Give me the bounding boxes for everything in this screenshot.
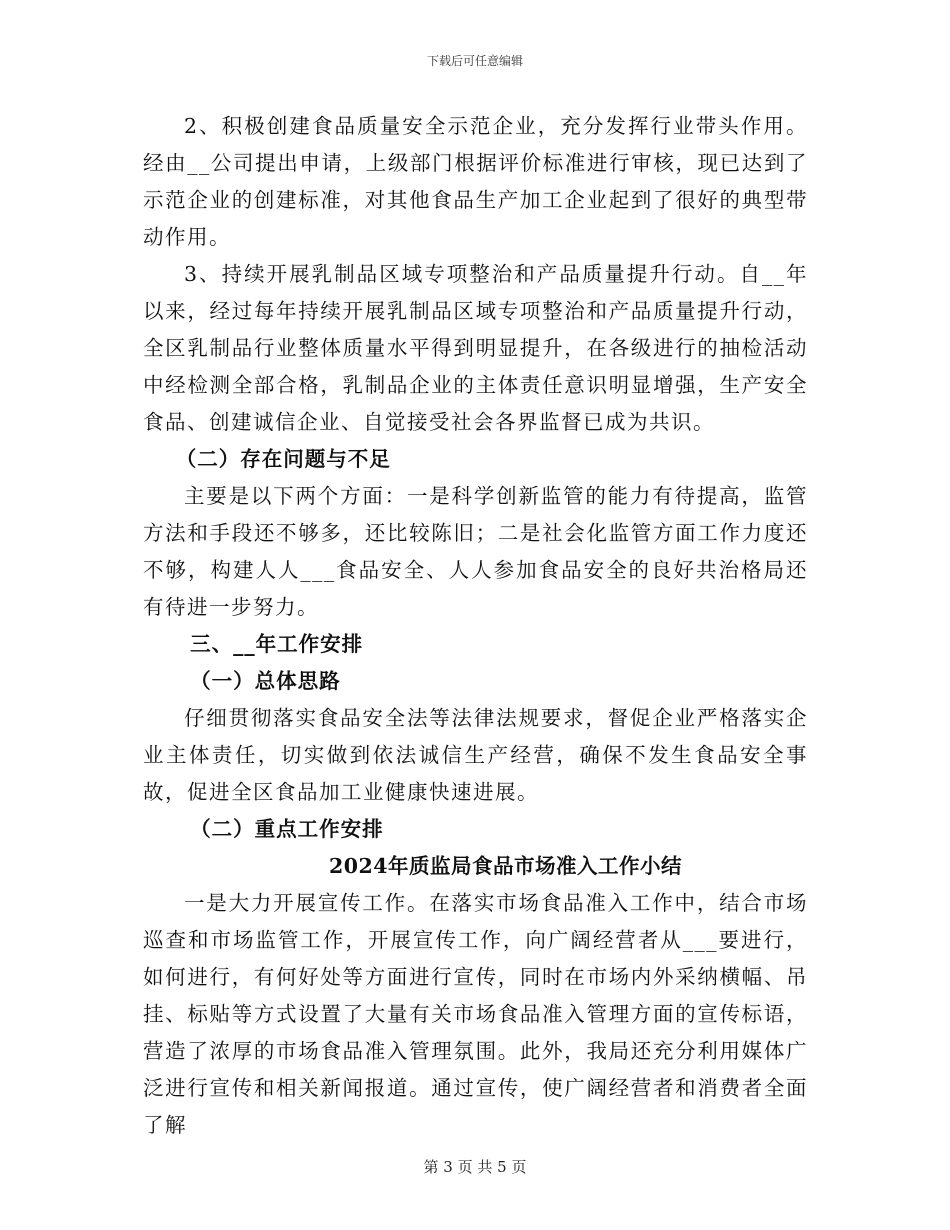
heading-work-plan: 三、__年工作安排	[190, 632, 364, 656]
paragraph-publicity-work: 一是大力开展宣传工作。在落实市场食品准入工作中，结合市场巡查和市场监管工作，开展宣传工作，向广阔经营者从___要进行，如何进行，有何好处等方面进行宣传，同时在市场内外采纳横幅、吊挂、标贴等方式设置了大量有关市场食品准入管理方面的宣传标语，营造了浓厚的市场食品准入管理氛围。此外，我局还充分利用媒体广泛进行宣传和相关新闻报道。通过宣传，使广阔经营者和消费者全面了解	[143, 891, 808, 1137]
paragraph-demo-enterprise: 2、积极创建食品质量安全示范企业，充分发挥行业带头作用。经由__公司提出申请，上级部门根据评价标准进行审核，现已达到了示范企业的创建标准，对其他食品生产加工企业起到了很好的典型带动作用。	[143, 114, 808, 249]
paragraph-dairy-rectification: 3、持续开展乳制品区域专项整治和产品质量提升行动。自__年以来，经过每年持续开展乳制品区域专项整治和产品质量提升行动，全区乳制品行业整体质量水平得到明显提升，在各级进行的抽检活动中经检测全部合格，乳制品企业的主体责任意识明显增强，生产安全食品、创建诚信企业、自觉接受社会各界监督已成为共识。	[143, 262, 808, 434]
heading-overall-approach: （一）总体思路	[190, 669, 341, 693]
paragraph-overall-approach: 仔细贯彻落实食品安全法等法律法规要求，督促企业严格落实企业主体责任，切实做到依法诚信生产经营，确保不发生食品安全事故，促进全区食品加工业健康快速进展。	[143, 706, 808, 804]
paragraph-problems: 主要是以下两个方面：一是科学创新监管的能力有待提高，监管方法和手段还不够多，还比较陈旧；二是社会化监管方面工作力度还不够，构建人人___食品安全、人人参加食品安全的良好共治格局还有待进一步努力。	[143, 484, 808, 619]
heading-key-tasks: （二）重点工作安排	[190, 817, 384, 841]
document-body	[143, 108, 808, 1144]
page-header-note: 下载后可任意编辑	[426, 54, 523, 68]
heading-problems: （二）存在问题与不足	[175, 447, 391, 471]
document-title-2024-summary: 2024年质监局食品市场准入工作小结	[328, 854, 683, 878]
page-number-footer: 第 3 页 共 5 页	[423, 1158, 527, 1176]
